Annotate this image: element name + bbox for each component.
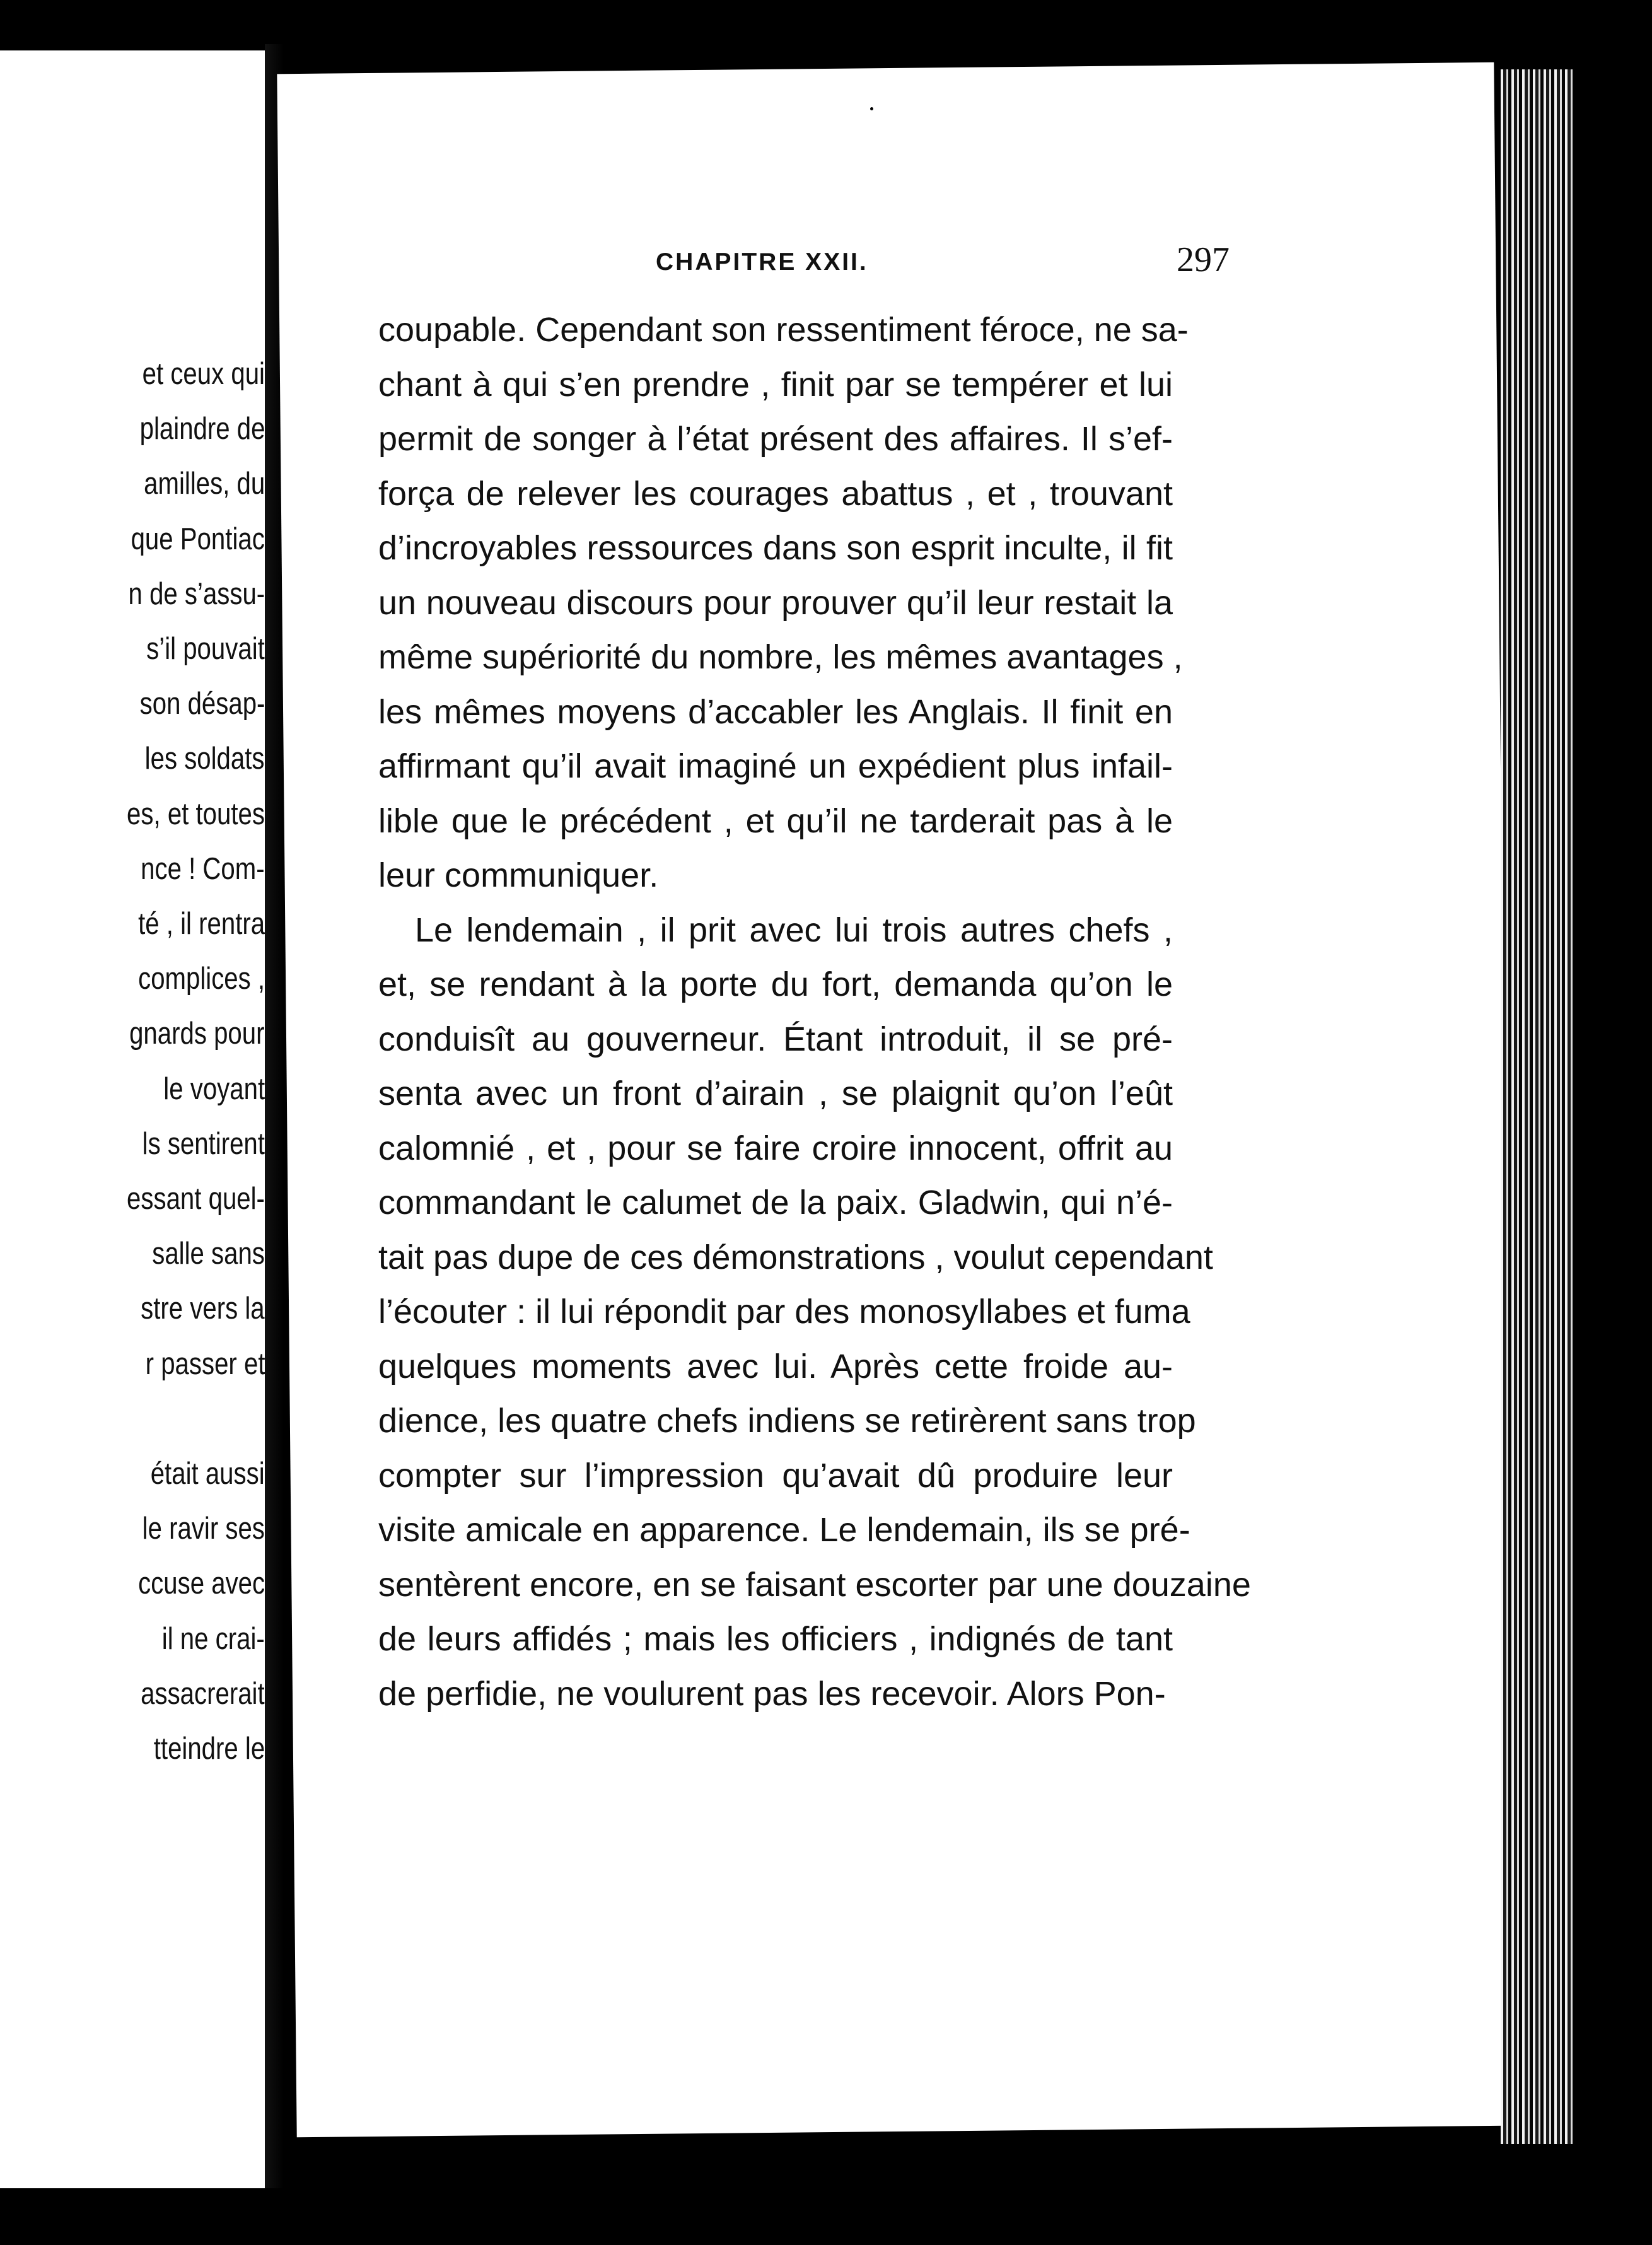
left-page-line: plaindre de [139, 412, 265, 446]
text-line: permit de songer à l’état présent des affaires. Il s’ef- [378, 420, 1173, 458]
left-page-line: ccuse avec [137, 1566, 265, 1601]
body-text [378, 303, 1251, 1721]
left-page-line: et ceux qui [142, 357, 265, 391]
left-page-line: tteindre le [153, 1732, 265, 1766]
text-line: affirmant qu’il avait imaginé un expédient plus infail- [378, 747, 1173, 785]
left-page-line: assacrerait [141, 1676, 265, 1711]
text-line: coupable. Cependant son ressentiment féroce, ne sa- [378, 311, 1189, 349]
left-page-line: complices , [138, 962, 265, 996]
left-page-line: gnards pour [129, 1017, 265, 1051]
left-page-line: es, et toutes [127, 796, 265, 831]
left-page-line: le ravir ses [142, 1512, 265, 1546]
text-line: dience, les quatre chefs indiens se retirèrent sans trop [378, 1402, 1196, 1440]
text-line: tait pas dupe de ces démonstrations , voulut cependant [378, 1238, 1213, 1276]
text-line: de leurs affidés ; mais les officiers , indignés de tant [378, 1620, 1173, 1658]
left-page-line: salle sans [152, 1237, 265, 1271]
text-line: chant à qui s’en prendre , finit par se tempérer et lui [378, 365, 1173, 404]
text-line: força de relever les courages abattus , et , trouvant [378, 474, 1173, 513]
text-line: Le lendemain , il prit avec lui trois autres chefs , [415, 911, 1173, 949]
text-line: lible que le précédent , et qu’il ne tarderait pas à le [378, 802, 1173, 840]
left-page-line: té , il rentra [138, 907, 265, 941]
paragraph [378, 303, 1189, 903]
left-facing-page [0, 50, 265, 2188]
text-line: d’incroyables ressources dans son esprit inculte, il fit [378, 529, 1173, 567]
left-page-line: stre vers la [141, 1292, 265, 1326]
text-line: senta avec un front d’airain , se plaignit qu’on l’eût [378, 1075, 1173, 1112]
scan-speck [1197, 50, 1213, 61]
text-line: commandant le calumet de la paix. Gladwin, qui n’é- [378, 1184, 1173, 1222]
text-line: de perfidie, ne voulurent pas les recevoir. Alors Pon- [378, 1674, 1166, 1713]
left-page-line: il ne crai- [161, 1621, 265, 1656]
text-line: calomnié , et , pour se faire croire innocent, offrit au [378, 1129, 1173, 1167]
paragraph [378, 903, 1251, 1722]
left-page-line: son désap- [139, 687, 265, 721]
left-page-line: r passer et [145, 1346, 265, 1381]
running-head [372, 240, 1230, 290]
text-line: les mêmes moyens d’accabler les Anglais. Il finit en [378, 692, 1173, 731]
page-number: 297 [1177, 240, 1230, 279]
text-line: leur communiquer. [378, 856, 659, 894]
left-page-line: les soldats [145, 742, 265, 776]
left-page-line: le voyant [163, 1071, 265, 1106]
left-page-line: nce ! Com- [141, 851, 265, 886]
left-page-line: essant quel- [127, 1182, 265, 1216]
left-page-line: s’il pouvait [146, 632, 265, 666]
text-line: visite amicale en apparence. Le lendemain, ils se pré- [378, 1511, 1190, 1549]
left-page-line: n de s’assu- [128, 576, 265, 611]
text-line: même supériorité du nombre, les mêmes avantages , [378, 638, 1183, 676]
text-line: sentèrent encore, en se faisant escorter par une douzaine [378, 1565, 1251, 1604]
left-page-line: ls sentirent [142, 1126, 265, 1161]
text-line: quelques moments avec lui. Après cette froide au- [378, 1347, 1173, 1385]
page-stack-shadow [1573, 69, 1592, 2150]
text-line: conduisît au gouverneur. Étant introduit, il se pré- [378, 1020, 1173, 1058]
scan-speck [870, 107, 873, 110]
text-line: l’écouter : il lui répondit par des monosyllabes et fuma [378, 1293, 1190, 1331]
text-line: un nouveau discours pour prouver qu’il leur restait la [378, 583, 1173, 622]
chapter-heading: CHAPITRE XXII. [656, 248, 868, 276]
left-page-line: amilles, du [143, 467, 265, 501]
text-line: compter sur l’impression qu’avait dû produire leur [378, 1456, 1173, 1495]
left-page-line: était aussi [151, 1457, 265, 1491]
text-line: et, se rendant à la porte du fort, demanda qu’on le [378, 965, 1173, 1003]
left-page-line: que Pontiac [131, 522, 265, 556]
